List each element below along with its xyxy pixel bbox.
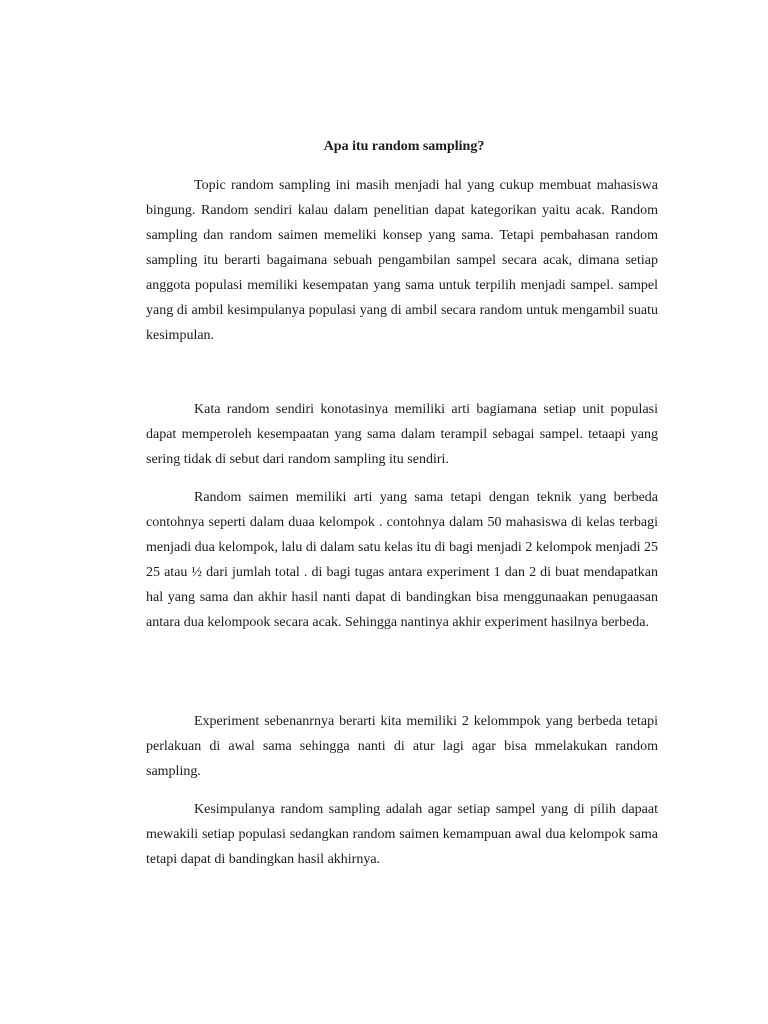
paragraph-conclusion: Kesimpulanya random sampling adalah agar setiap sampel yang di pilih dapaat mewakili setiap populasi sedangkan random saimen kemampuan awal dua kelompok sama tetapi dapat di bandingkan hasil akhirnya. [146,802,658,867]
paragraph-meaning: Kata random sendiri konotasinya memiliki arti bagiamana setiap unit populasi dapat memperoleh kesempaatan yang sama dalam terampil sebagai sampel. tetaapi yang sering tidak di sebut dari random sampling itu sendiri. [146,402,658,467]
page-title: Apa itu random sampling? [323,139,485,154]
paragraph-experiment: Experiment sebenanrnya berarti kita memiliki 2 kelommpok yang berbeda tetapi perlakuan di awal sama sehingga nanti di atur lagi agar bisa mmelakukan random sampling. [146,714,658,779]
paragraph-intro: Topic random sampling ini masih menjadi hal yang cukup membuat mahasiswa bingung. Random sendiri kalau dalam penelitian dapat kategorikan yaitu acak. Random sampling dan random saimen memeliki konsep yang sama. Tetapi pembahasan random sampling itu berarti bagaimana sebuah pengambilan sampel secara acak, dimana setiap anggota populasi memiliki kesempatan yang sama untuk terpilih menjadi sampel. sampel yang di ambil kesimpulanya populasi yang di ambil secara random untuk mengambil suatu kesimpulan. [146,178,658,343]
paragraph-random-assignment: Random saimen memiliki arti yang sama tetapi dengan teknik yang berbeda contohnya seperti dalam duaa kelompok . contohnya dalam 50 mahasiswa di kelas terbagi menjadi dua kelompok, lalu di dalam satu kelas itu di bagi menjadi 2 kelompok menjadi 25 25 atau ½ dari jumlah total . di bagi tugas antara experiment 1 dan 2 di buat mendapatkan hal yang sama dan akhir hasil nanti dapat di bandingkan bisa menggunaakan penugaasan antara dua kelompook secara acak. Sehingga nantinya akhir experiment hasilnya berbeda. [146,490,658,630]
